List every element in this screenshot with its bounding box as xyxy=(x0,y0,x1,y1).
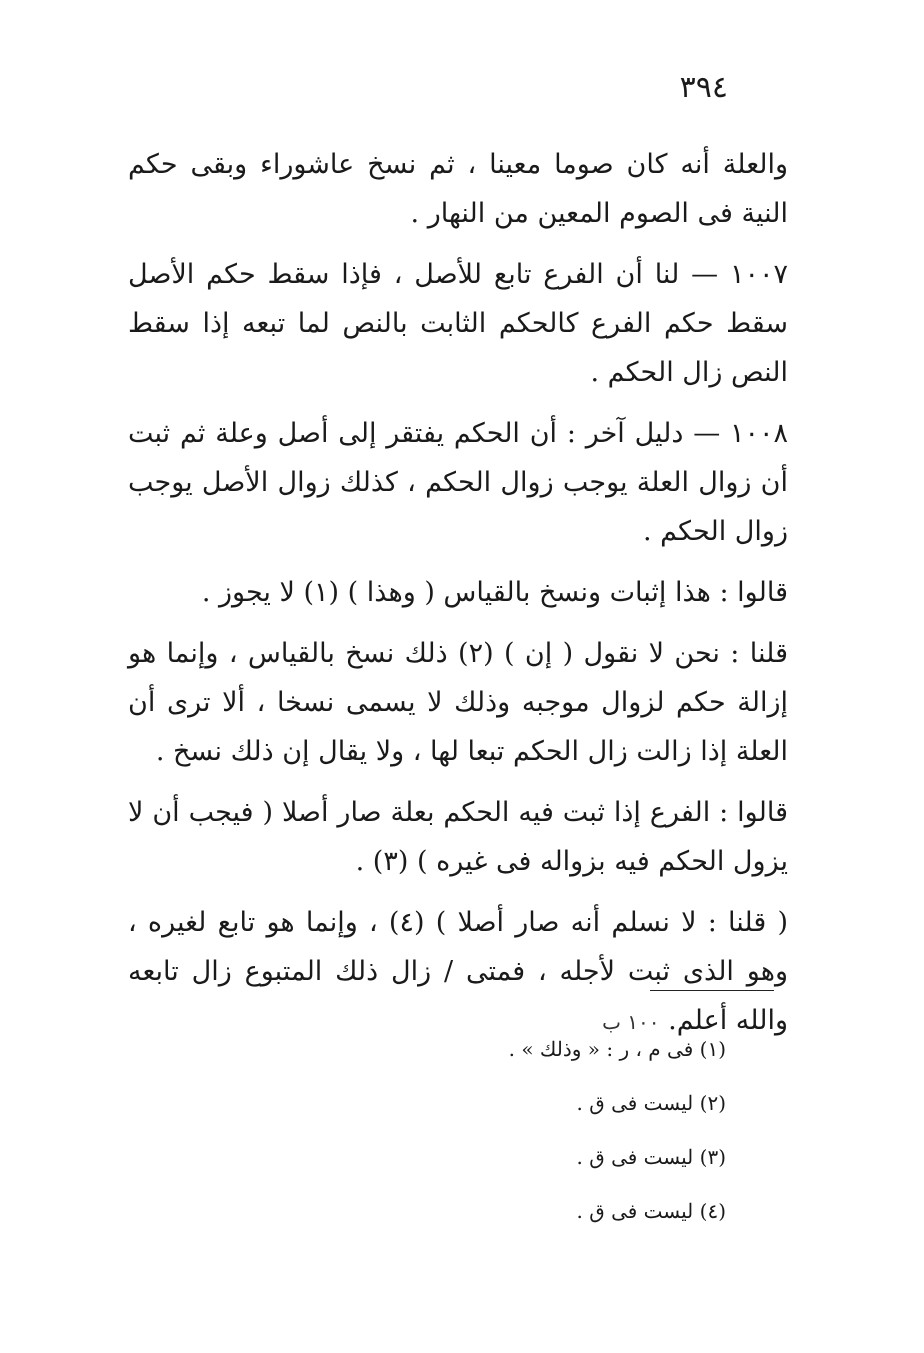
footnote-2: (٢) ليست فى ق . xyxy=(576,1091,726,1115)
paragraph-objection-2: قالوا : الفرع إذا ثبت فيه الحكم بعلة صار أصلا ( فيجب أن لا يزول الحكم فيه بزواله فى غيره ) (٣) . xyxy=(128,797,788,877)
paragraph-objection-1: قالوا : هذا إثبات ونسخ بالقياس ( وهذا ) (١) لا يجوز . xyxy=(201,577,788,608)
footnote-4: (٤) ليست فى ق . xyxy=(576,1199,726,1223)
paragraph-reply-2-text: ( قلنا : لا نسلم أنه صار أصلا ) (٤) ، وإنما هو تابع لغيره ، وهو الذى ثبت لأجله ، فمتى / زال ذلك المتبوع زال تابعه والله أعلم. xyxy=(128,907,788,1036)
paragraph-1: والعلة أنه كان صوما معينا ، ثم نسخ عاشوراء وبقى حكم النية فى الصوم المعين من النهار . xyxy=(128,149,788,229)
folio-margin-note: ١٠٠ ب xyxy=(602,1010,660,1034)
paragraph-reply-1: قلنا : نحن لا نقول ( إن ) (٢) ذلك نسخ بالقياس ، وإنما هو إزالة حكم لزوال موجبه وذلك لا يسمى نسخا ، ألا ترى أن العلة إذا زالت زال الحكم تبعا لها ، ولا يقال إن ذلك نسخ . xyxy=(128,638,788,767)
paragraph-1007: ١٠٠٧ — لنا أن الفرع تابع للأصل ، فإذا سقط حكم الأصل سقط حكم الفرع كالحكم الثابت بالنص لما تبعه إذا سقط النص زال الحكم . xyxy=(128,259,788,388)
paragraph-1008: ١٠٠٨ — دليل آخر : أن الحكم يفتقر إلى أصل وعلة ثم ثبت أن زوال العلة يوجب زوال الحكم ، كذلك زوال الأصل يوجب زوال الحكم . xyxy=(128,418,788,547)
main-text xyxy=(128,140,788,1059)
footnote-3: (٣) ليست فى ق . xyxy=(576,1145,726,1169)
page-number: ٣٩٤ xyxy=(679,70,728,105)
footnote-separator xyxy=(650,990,774,991)
footnotes xyxy=(326,1022,726,1238)
footnote-1: (١) فى م ، ر : « وذلك » . xyxy=(508,1037,726,1061)
